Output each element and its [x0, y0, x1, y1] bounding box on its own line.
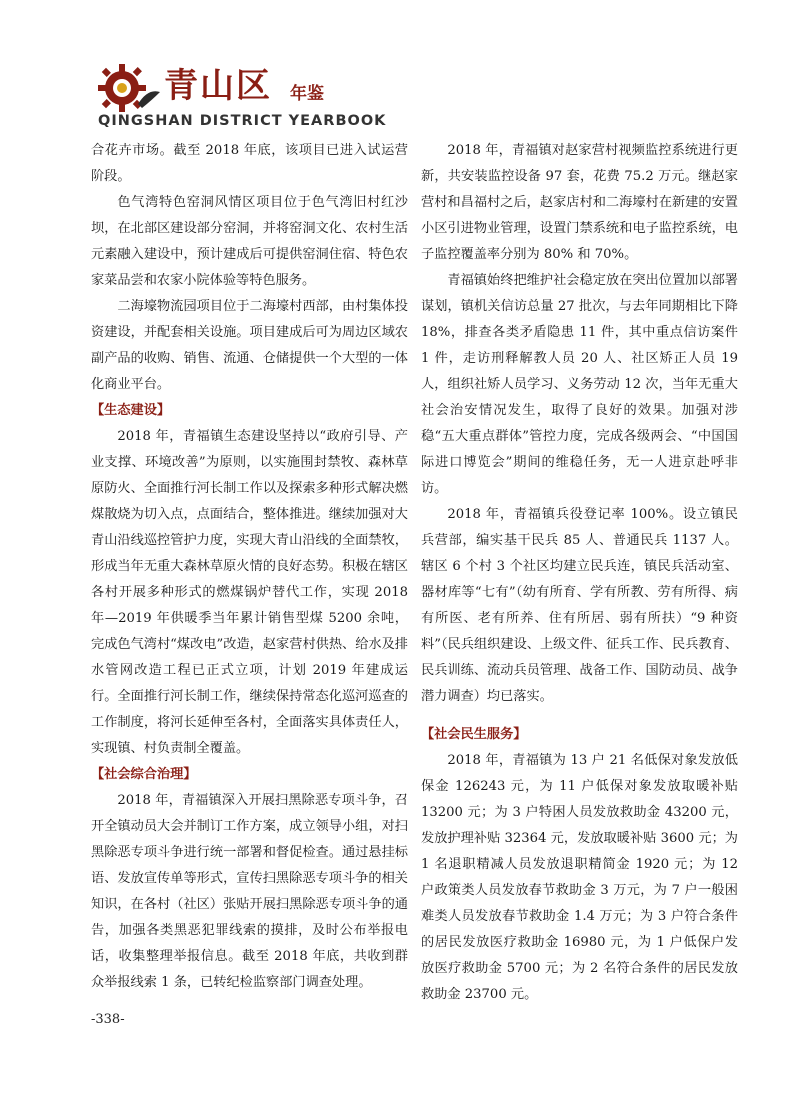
paragraph: 2018 年，青福镇对赵家营村视频监控系统进行更新，共安装监控设备 97 套，花费 75.2 万元。继赵家营村和昌福村之后，赵家店村和二海壕村在新建的安置小区引进物业管理，设置门禁系统和电子监控系统，电子监控覆盖率分别为 80% 和 70%。: [421, 143, 738, 262]
section-heading-ecology: 【生态建设】: [91, 403, 171, 418]
yearbook-title: 青山区: [164, 66, 272, 106]
paragraph: 2018 年，青福镇生态建设坚持以“政府引导、产业支撑、环境改善”为原则，以实施围封禁牧、森林草原防火、全面推行河长制工作以及探索多种形式解决燃煤散烧为切入点，点面结合，整体推进。继续加强对大青山沿线巡控管护力度，实现大青山沿线的全面禁牧，形成当年无重大森林草原火情的良好态势。积极在辖区各村开展多种形式的燃煤锅炉替代工作，实现 2018 年—2019 年供暖季当年累计销售型煤 5200 余吨，完成色气湾村“煤改电”改造，赵家营村供热、给水及排水管网改造工程已正式立项，计划 2019 年建成运行。全面推行河长制工作，继续保持常态化巡河巡查的工作制度，将河长延伸至各村，全面落实具体责任人，实现镇、村负责制全覆盖。: [91, 429, 408, 756]
paragraph: 二海壕物流园项目位于二海壕村西部，由村集体投资建设，并配套相关设施。项目建成后可为周边区域农副产品的收购、销售、流通、仓储提供一个大型的一体化商业平台。: [91, 299, 408, 392]
right-column: [421, 138, 738, 1008]
section-heading-governance: 【社会综合治理】: [91, 767, 197, 782]
yearbook-header: [92, 58, 732, 138]
yearbook-subtitle: QINGSHAN DISTRICT YEARBOOK: [98, 113, 387, 129]
paragraph: 2018 年，青福镇为 13 户 21 名低保对象发放低保金 126243 元，为 11 户低保对象发放取暖补贴 13200 元；为 3 户特困人员发放救助金 43200 元，发放护理补贴 32364 元，发放取暖补贴 3600 元；为 1 名退职精减人员发放退职精简金 1920 元；为 12 户政策类人员发放春节救助金 3 万元，为 7 户一般困难类人员发放春节救助金 1.4 万元；为 3 户符合条件的居民发放医疗救助金 16980 元，为 1 户低保户发放医疗救助金 5700 元；为 2 名符合条件的居民发放救助金 23700 元。: [421, 753, 738, 1002]
paragraph: 色气湾特色窑洞风情区项目位于色气湾旧村红沙坝，在北部区建设部分窑洞，并将窑洞文化、农村生活元素融入建设中，预计建成后可提供窑洞住宿、特色农家菜品尝和农家小院体验等特色服务。: [91, 195, 408, 288]
paragraph: 2018 年，青福镇兵役登记率 100%。设立镇民兵营部，编实基干民兵 85 人、普通民兵 1137 人。辖区 6 个村 3 个社区均建立民兵连，镇民兵活动室、器材库等“七有”（幼有所育、学有所教、劳有所得、病有所医、老有所养、住有所居、弱有所扶）“9 种资料”（民兵组织建设、上级文件、征兵工作、民兵教育、民兵训练、流动兵员管理、战备工作、国防动员、战争潜力调查）均已落实。: [421, 507, 738, 704]
section-heading-livelihood: 【社会民生服务】: [421, 727, 527, 742]
paragraph: 合花卉市场。截至 2018 年底，该项目已进入试运营阶段。: [91, 143, 408, 184]
page-number: -338-: [91, 1012, 125, 1027]
paragraph: 青福镇始终把维护社会稳定放在突出位置加以部署谋划，镇机关信访总量 27 批次，与去年同期相比下降 18%，排查各类矛盾隐患 11 件，其中重点信访案件 1 件，走访刑释解教人员 20 人、社区矫正人员 19 人，组织社矫人员学习、义务劳动 12 次，当年无重大社会治安情况发生，取得了良好的效果。加强对涉稳“五大重点群体”管控力度，完成各级两会、“中国国际进口博览会”期间的维稳任务，无一人进京赴呼非访。: [421, 273, 738, 496]
left-column: [91, 138, 408, 996]
gear-sun-logo-icon: [92, 58, 164, 114]
paragraph: 2018 年，青福镇深入开展扫黑除恶专项斗争，召开全镇动员大会并制订工作方案，成立领导小组，对扫黑除恶专项斗争进行统一部署和督促检查。通过悬挂标语、发放宣传单等形式，宣传扫黑除恶专项斗争的相关知识，在各村（社区）张贴开展扫黑除恶专项斗争的通告，加强各类黑恶犯罪线索的摸排，及时公布举报电话，收集整理举报信息。截至 2018 年底，共收到群众举报线索 1 条，已转纪检监察部门调查处理。: [91, 793, 408, 990]
yearbook-title-suffix: 年鉴: [290, 84, 324, 104]
